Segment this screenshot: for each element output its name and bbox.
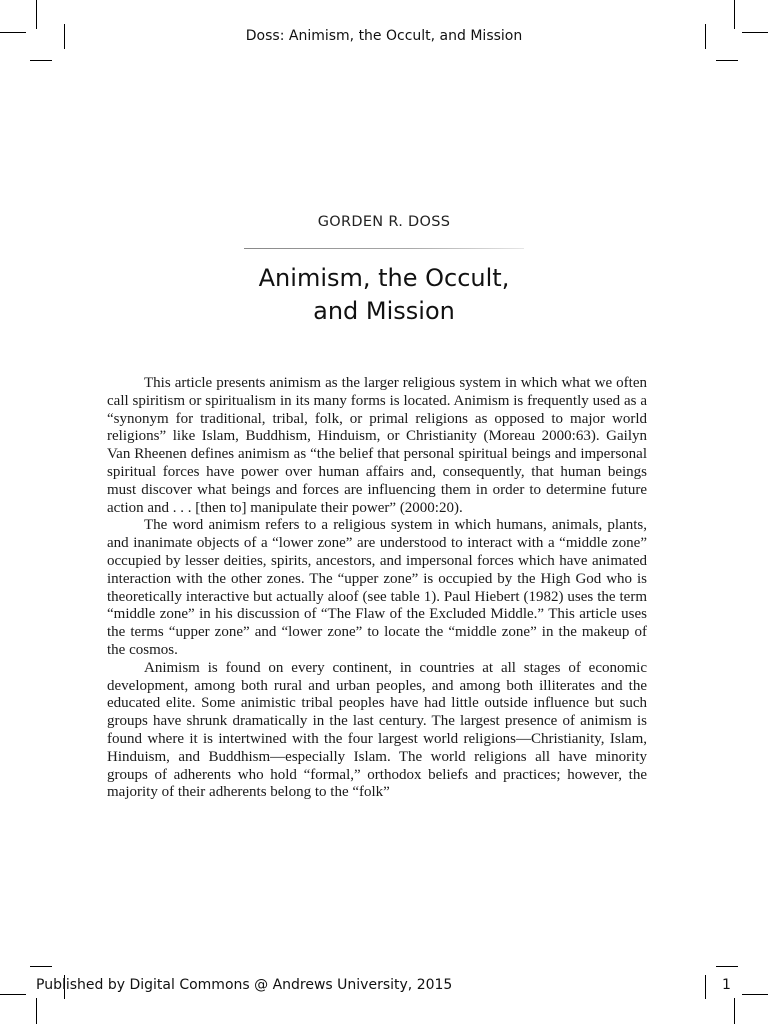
body-paragraph: This article presents animism as the larger religious system in which what we often call spiritism or spiritualism in its many forms is located. Animism is frequently used as a “synonym for traditional, tribal, folk, or primal religions as opposed to major world religions” like Islam, Buddhism, Hinduism, or Christianity (Moreau 2000:63). Gailyn Van Rheenen defines animism as “the belief that personal spiritual beings and impersonal spiritual forces have power over human affairs and, consequently, that human beings must discover what beings and forces are influencing them in order to determine future action and . . . [then to] manipulate their power” (2000:20). (107, 375, 647, 516)
crop-mark (734, 998, 735, 1024)
crop-mark (36, 0, 37, 29)
crop-mark (36, 998, 37, 1024)
article-title-line: Animism, the Occult, (258, 264, 510, 292)
crop-mark (30, 60, 52, 61)
crop-mark (30, 966, 52, 967)
article-title-line: and Mission (313, 297, 455, 325)
title-divider (244, 248, 524, 249)
crop-mark (742, 994, 768, 995)
crop-mark (734, 0, 735, 29)
article-title (0, 262, 768, 328)
body-paragraph: Animism is found on every continent, in countries at all stages of economic development, among both rural and urban peoples, and among both illiterates and the educated elite. Some animistic tribal peoples have had little outside influence but such groups have shrunk dramatically in the last century. The largest presence of animism is found where it is intertwined with the four largest world religions—Christianity, Islam, Hinduism, and Buddhism—especially Islam. The world religions all have minority groups of adherents who hold “formal,” orthodox beliefs and practices; however, the majority of their adherents belong to the “folk” (107, 659, 647, 801)
crop-mark (705, 975, 706, 999)
crop-mark (716, 60, 738, 61)
running-head: Doss: Animism, the Occult, and Mission (245, 28, 523, 44)
article-body (107, 375, 647, 802)
crop-mark (716, 966, 738, 967)
crop-mark (0, 994, 26, 995)
author-name: GORDEN R. DOSS (317, 214, 451, 230)
page-number: 1 (722, 977, 731, 993)
publisher-footer: Published by Digital Commons @ Andrews University, 2015 (36, 977, 453, 993)
body-paragraph: The word animism refers to a religious system in which humans, animals, plants, and inanimate objects of a “lower zone” are understood to interact with a “middle zone” occupied by lesser deities, spirits, ancestors, and impersonal forces which have animated interaction with the other zones. The “upper zone” is occupied by the High God who is theoretically interactive but actually aloof (see table 1). Paul Hiebert (1982) uses the term “middle zone” in his discussion of “The Flaw of the Excluded Middle.” This article uses the terms “upper zone” and “lower zone” to locate the “middle zone” in the makeup of the cosmos. (107, 517, 647, 658)
